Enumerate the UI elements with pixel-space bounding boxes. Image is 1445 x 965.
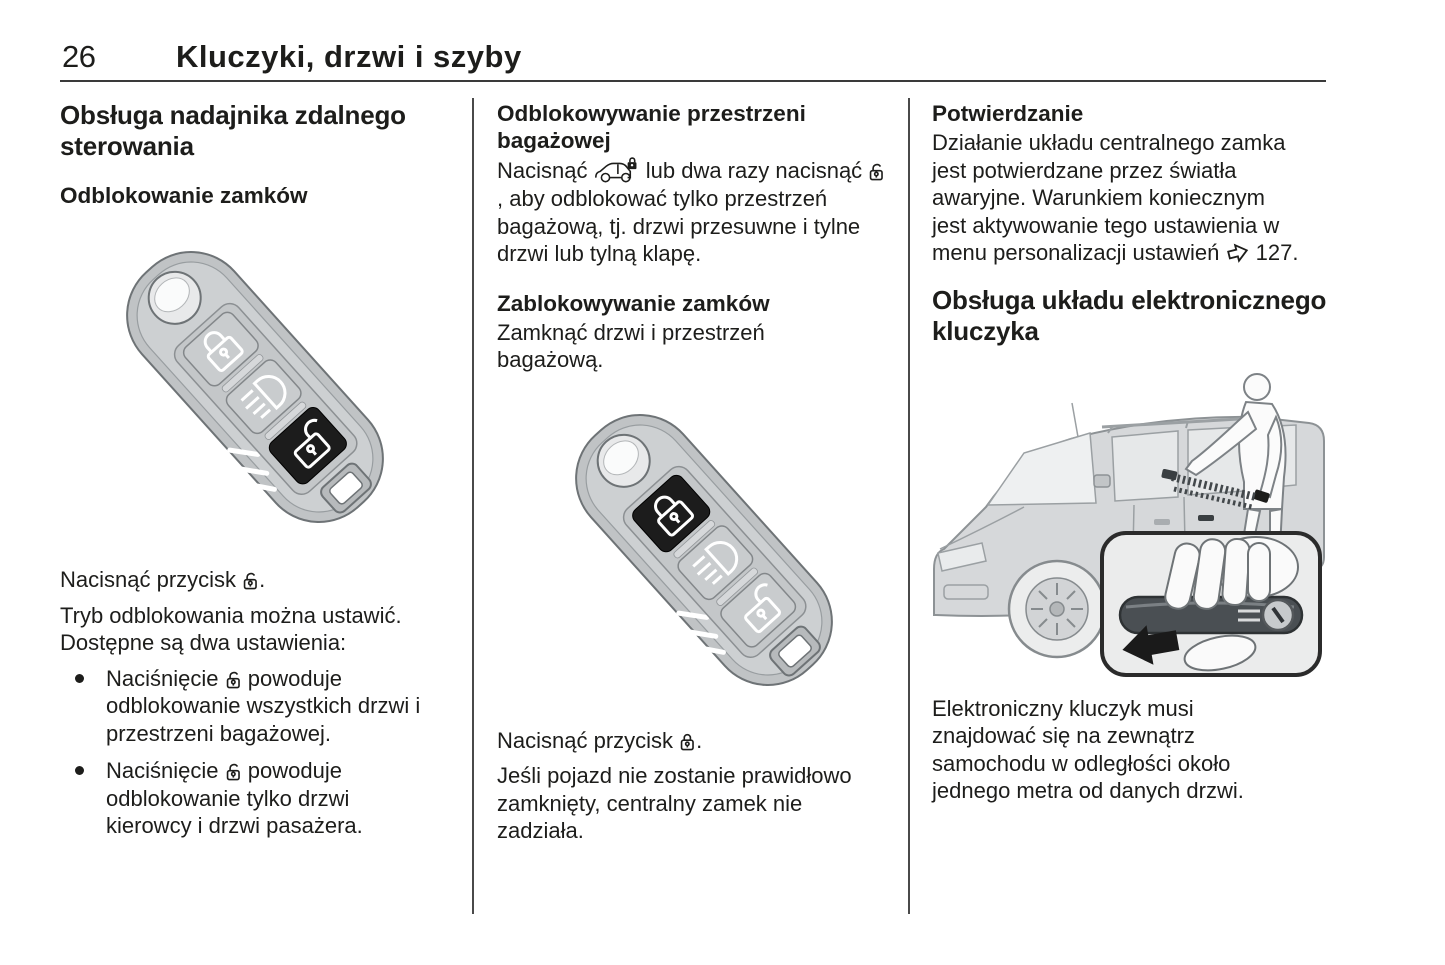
chapter-title: Kluczyki, drzwi i szyby	[176, 39, 522, 74]
key-fob-illustration-lock	[539, 390, 869, 715]
luggage-unlock-text: Nacisnąć lub dwa razy nacisnąć , aby odblokować tylko przestrzeń bagażową, tj. drzwi przesuwne i tylne drzwi lub tylną klapę.	[497, 156, 889, 268]
press-unlock-instruction: Nacisnąć przycisk .	[60, 567, 266, 592]
antenna	[1072, 403, 1078, 437]
door-handle-inset	[1102, 533, 1320, 676]
subheading-confirmation: Potwierdzanie	[932, 101, 1084, 126]
car-electronic-key-figure	[926, 357, 1336, 679]
open-padlock-icon	[868, 161, 885, 182]
car-tailgate-unlock-icon	[594, 156, 640, 185]
column-divider-1	[472, 98, 474, 914]
lock-warning-text: Jeśli pojazd nie zostanie prawidłowo zamknięty, centralny zamek nie zadziała.	[497, 763, 852, 843]
heading-remote-control: Obsługa nadajnika zdalnego sterowania	[60, 100, 406, 161]
front-wheel	[1009, 561, 1105, 657]
person-head	[1244, 374, 1270, 400]
sliding-door-handle	[1198, 515, 1214, 521]
heading-electronic-key: Obsługa układu elektronicznego kluczyka	[932, 284, 1327, 346]
locking-text: Zamknąć drzwi i przestrzeń bagażową.	[497, 319, 765, 372]
page-reference: 127.	[1255, 240, 1299, 265]
unlock-settings-list	[60, 665, 452, 840]
open-padlock-icon	[225, 669, 242, 690]
subheading-unlocking: Odblokowanie zamków	[60, 183, 308, 208]
section-luggage-unlocking	[497, 100, 889, 845]
page-number: 26	[62, 39, 96, 74]
open-padlock-icon	[242, 570, 259, 591]
key-fob-illustration-unlock	[90, 227, 420, 552]
open-padlock-icon	[225, 761, 242, 782]
electronic-key-distance-text: Elektroniczny kluczyk musi znajdować się na zewnątrz samochodu w odległości około jednego metra od danych drzwi.	[932, 695, 1244, 803]
key-fob-figure-unlock-highlighted	[90, 227, 420, 552]
key-fob-figure-lock-highlighted	[539, 390, 869, 715]
column-divider-2	[908, 98, 910, 914]
cross-reference-arrow-icon	[1226, 242, 1250, 264]
car-illustration	[926, 357, 1336, 679]
front-door-handle	[1154, 519, 1170, 525]
closed-padlock-icon	[679, 731, 696, 752]
subheading-locking: Zablokowywanie zamków	[497, 290, 770, 316]
confirmation-text: Działanie układu centralnego zamka jest potwierdzane przez światła awaryjne. Warunkiem koniecznym jest aktywowanie tego ustawienia w menu personalizacji ustawień 127.	[932, 130, 1299, 265]
header-rule	[60, 80, 1326, 82]
subheading-luggage-unlock: Odblokowywanie przestrzeni bagażowej	[497, 101, 806, 153]
section-remote-control	[60, 100, 452, 850]
list-item: Naciśnięcie powoduje odblokowanie tylko drzwi kierowcy i drzwi pasażera.	[106, 757, 438, 840]
unlock-mode-text: Tryb odblokowania można ustawić. Dostępne są dwa ustawienia:	[60, 602, 402, 655]
section-confirmation	[932, 100, 1334, 805]
list-item: Naciśnięcie powoduje odblokowanie wszystkich drzwi i przestrzeni bagażowej.	[106, 665, 438, 748]
side-mirror	[1094, 475, 1110, 487]
press-lock-instruction: Nacisnąć przycisk .	[497, 727, 703, 753]
